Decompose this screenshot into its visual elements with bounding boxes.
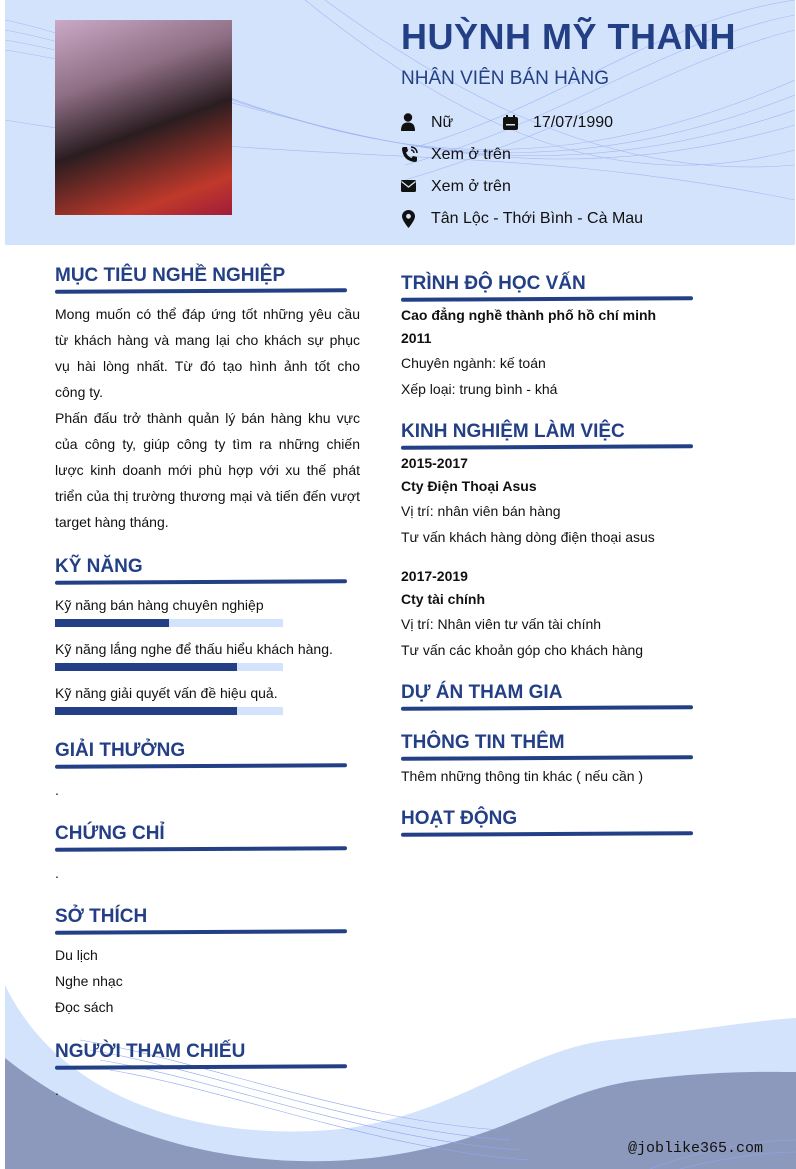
experience-position: Vị trí: nhân viên bán hàng	[401, 503, 561, 519]
skill-bar-fill	[55, 619, 169, 627]
person-icon	[401, 113, 415, 131]
experience-description: Tư vấn khách hàng dòng điện thoại asus	[401, 529, 655, 545]
objective-paragraph-2: Phấn đấu trở thành quản lý bán hàng khu vực của công ty, giúp công ty tìm ra những chiến lược kinh doanh mới phù hợp với xu thế phát triển của thị trường thương mại và tiến đến vượt target hàng tháng.	[55, 410, 360, 530]
experience-period: 2015-2017	[401, 455, 468, 471]
candidate-name: HUỲNH MỸ THANH	[401, 16, 736, 57]
skill-label: Kỹ năng bán hàng chuyên nghiệp	[55, 597, 264, 613]
job-title: NHÂN VIÊN BÁN HÀNG	[401, 68, 609, 89]
address: Tân Lộc - Thới Bình - Cà Mau	[431, 210, 644, 227]
hobby-item: Nghe nhạc	[55, 973, 123, 989]
location-pin-icon	[402, 210, 415, 228]
watermark: @joblike365.com	[628, 1140, 764, 1157]
section-underline	[55, 579, 347, 585]
skill-bar-fill	[55, 707, 237, 715]
section-underline	[401, 444, 693, 450]
education-grade: Xếp loại: trung bình - khá	[401, 381, 558, 397]
experience-company: Cty tài chính	[401, 591, 486, 607]
education-year: 2011	[401, 330, 432, 346]
education-major: Chuyên ngành: kế toán	[401, 355, 546, 371]
awards-text: .	[55, 782, 59, 798]
skill-bar	[55, 707, 283, 715]
education-school: Cao đẳng nghề thành phố hồ chí minh	[401, 307, 657, 323]
section-title-activities: HOẠT ĐỘNG	[401, 808, 518, 829]
section-title-certificates: CHỨNG CHỈ	[55, 823, 165, 844]
section-underline	[401, 755, 693, 761]
phone: Xem ở trên	[431, 146, 511, 163]
section-title-awards: GIẢI THƯỞNG	[55, 740, 186, 761]
envelope-icon	[401, 180, 416, 192]
hobby-item: Du lịch	[55, 947, 98, 963]
section-underline	[401, 705, 693, 711]
calendar-icon	[503, 115, 518, 130]
skill-bar	[55, 663, 283, 671]
skill-bar	[55, 619, 283, 627]
section-title-extra-info: THÔNG TIN THÊM	[401, 732, 565, 753]
section-underline	[55, 846, 347, 852]
objective-text	[55, 301, 360, 535]
section-title-education: TRÌNH ĐỘ HỌC VẤN	[401, 273, 586, 294]
experience-position: Vị trí: Nhân viên tư vấn tài chính	[401, 616, 602, 632]
email: Xem ở trên	[431, 178, 511, 195]
skill-label: Kỹ năng giải quyết vấn đề hiệu quả.	[55, 685, 278, 701]
section-underline	[401, 831, 693, 837]
birthday: 17/07/1990	[533, 114, 614, 131]
profile-photo	[55, 20, 232, 215]
section-title-objective: MỤC TIÊU NGHỀ NGHIỆP	[55, 265, 286, 286]
experience-company: Cty Điện Thoại Asus	[401, 478, 537, 494]
section-title-skills: KỸ NĂNG	[55, 556, 143, 577]
section-underline	[401, 296, 693, 302]
certificates-text: .	[55, 865, 59, 881]
gender: Nữ	[431, 114, 454, 131]
skill-label: Kỹ năng lắng nghe để thấu hiểu khách hàng.	[55, 641, 333, 657]
section-underline	[55, 288, 347, 294]
objective-paragraph-1: Mong muốn có thể đáp ứng tốt những yêu cầu từ khách hàng và mang lại cho khách sự phục vụ hài lòng nhất. Từ đó tạo hình ảnh tốt cho công ty.	[55, 306, 360, 400]
references-text: .	[55, 1082, 59, 1098]
experience-description: Tư vấn các khoản góp cho khách hàng	[401, 642, 644, 658]
section-underline	[55, 929, 347, 935]
section-underline	[55, 763, 347, 769]
phone-icon	[401, 146, 418, 163]
hobby-item: Đọc sách	[55, 999, 114, 1015]
extra-info-text: Thêm những thông tin khác ( nếu cần )	[401, 768, 644, 784]
section-title-projects: DỰ ÁN THAM GIA	[401, 682, 563, 703]
experience-period: 2017-2019	[401, 568, 468, 584]
skill-bar-fill	[55, 663, 237, 671]
section-title-references: NGƯỜI THAM CHIẾU	[55, 1041, 246, 1062]
section-title-experience: KINH NGHIỆM LÀM VIỆC	[401, 421, 625, 442]
section-title-hobbies: SỞ THÍCH	[55, 906, 148, 927]
